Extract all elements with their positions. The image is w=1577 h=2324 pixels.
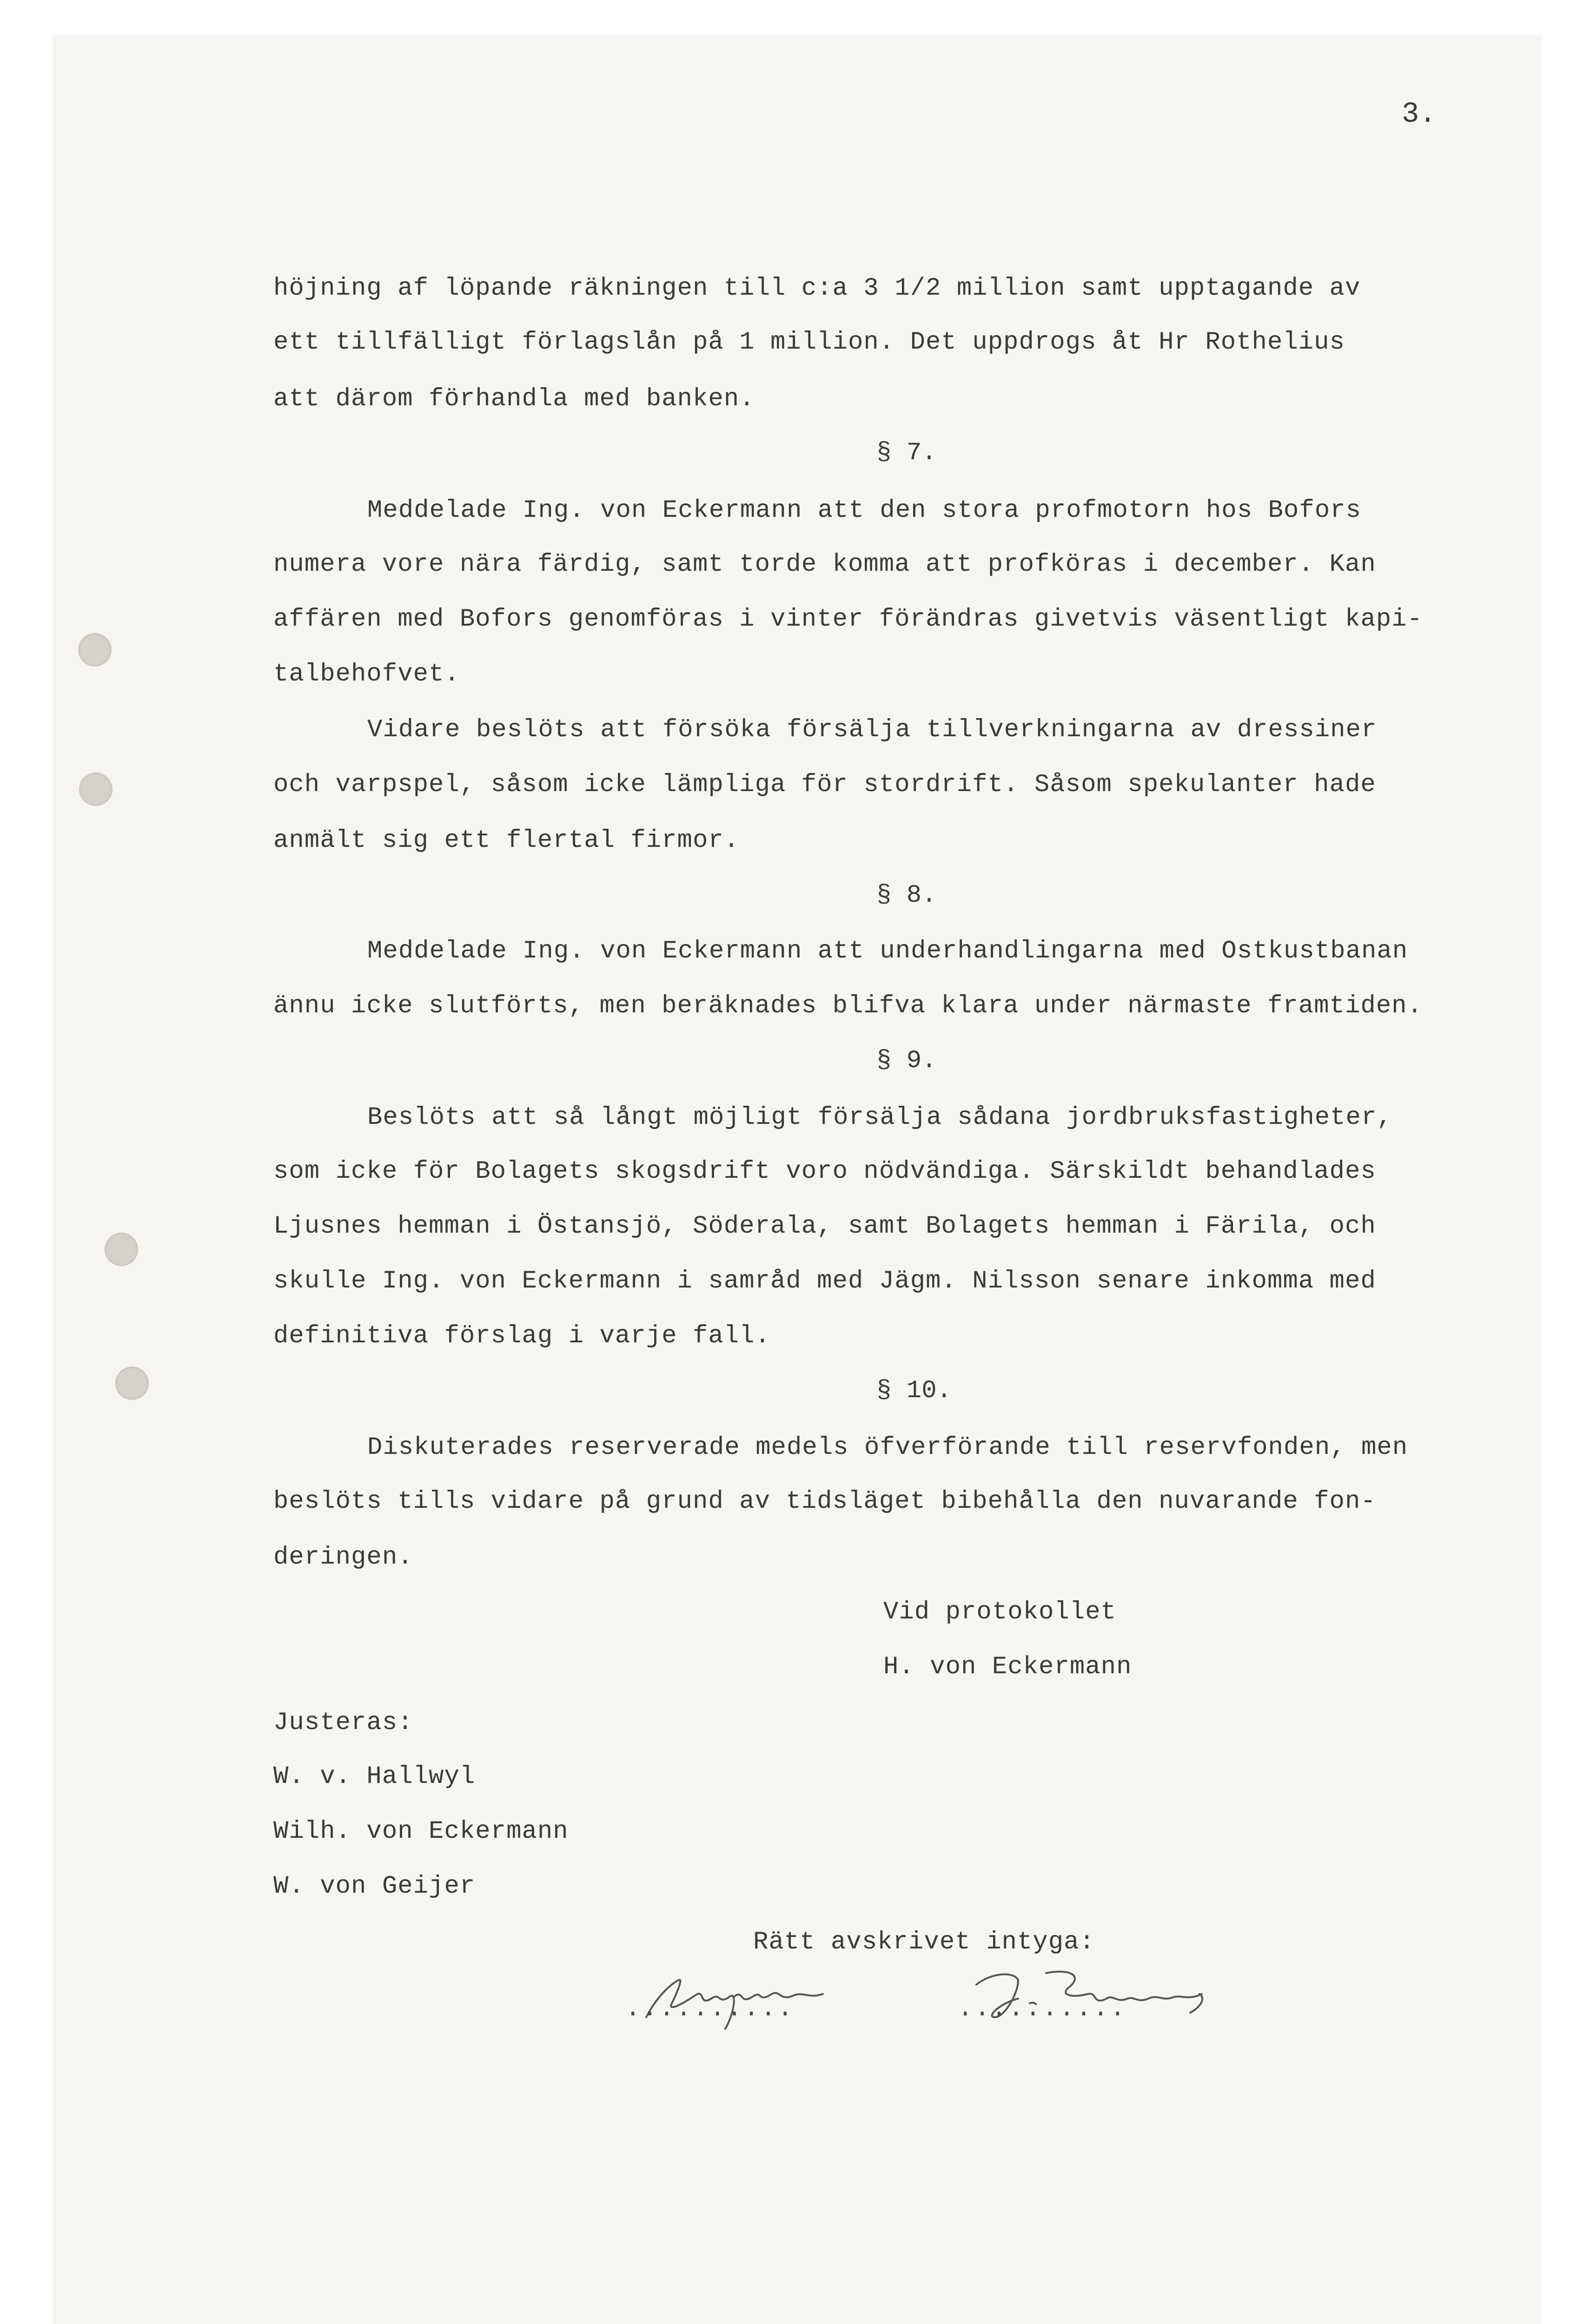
text-line: som icke för Bolagets skogsdrift voro nödvändiga. Särskildt behandlades bbox=[273, 1157, 1376, 1186]
text-line: och varpspel, såsom icke lämpliga för stordrift. Såsom spekulanter hade bbox=[273, 771, 1376, 799]
text-line: Vidare beslöts att försöka försälja tillverkningarna av dressiner bbox=[367, 716, 1377, 744]
text-line: ännu icke slutförts, men beräknades blifva klara under närmaste framtiden. bbox=[273, 992, 1423, 1020]
text-line: ett tillfälligt förlagslån på 1 million. Det uppdrogs åt Hr Rothelius bbox=[273, 328, 1345, 357]
text-line: deringen. bbox=[273, 1543, 413, 1571]
text-line: Meddelade Ing. von Eckermann att underhandlingarna med Ostkustbanan bbox=[367, 937, 1408, 965]
justeras-name: W. von Geijer bbox=[273, 1872, 476, 1901]
text-line: numera vore nära färdig, samt torde komma att profköras i december. Kan bbox=[273, 550, 1376, 579]
text-line: Meddelade Ing. von Eckermann att den stora profmotorn hos Bofors bbox=[367, 496, 1361, 525]
text-line: att därom förhandla med banken. bbox=[273, 385, 755, 413]
section-heading: § 9. bbox=[876, 1047, 937, 1075]
section-heading: § 10. bbox=[876, 1377, 952, 1405]
text-line: Beslöts att så långt möjligt försälja sådana jordbruksfastigheter, bbox=[367, 1103, 1392, 1132]
justeras-name: W. v. Hallwyl bbox=[273, 1763, 476, 1791]
text-line: definitiva förslag i varje fall. bbox=[273, 1322, 770, 1350]
signature-dots: .......... bbox=[958, 1995, 1127, 2023]
protocol-name: H. von Eckermann bbox=[883, 1653, 1132, 1681]
punch-hole bbox=[115, 1367, 149, 1400]
text-line: anmält sig ett flertal firmor. bbox=[273, 826, 740, 855]
section-heading: § 7. bbox=[876, 439, 937, 467]
page-number: 3. bbox=[1402, 98, 1437, 131]
text-line: höjning af löpande räkningen till c:a 3 1/2 million samt upptagande av bbox=[273, 274, 1361, 303]
punch-hole bbox=[79, 772, 113, 806]
certification-label: Rätt avskrivet intyga: bbox=[753, 1928, 1095, 1956]
text-line: beslöts tills vidare på grund av tidsläget bibehålla den nuvarande fon- bbox=[273, 1487, 1376, 1516]
text-line: skulle Ing. von Eckermann i samråd med Jägm. Nilsson senare inkomma med bbox=[273, 1267, 1376, 1295]
justeras-name: Wilh. von Eckermann bbox=[273, 1817, 569, 1846]
text-line: Ljusnes hemman i Östansjö, Söderala, samt Bolagets hemman i Färila, och bbox=[273, 1212, 1376, 1241]
punch-hole bbox=[105, 1233, 138, 1266]
text-line: Diskuterades reserverade medels öfverförande till reservfonden, men bbox=[367, 1433, 1408, 1462]
text-line: affären med Bofors genomföras i vinter förändras givetvis väsentligt kapi- bbox=[273, 605, 1423, 634]
protocol-label: Vid protokollet bbox=[883, 1598, 1117, 1626]
signature-dots: .......... bbox=[625, 1995, 795, 2023]
punch-hole bbox=[78, 633, 112, 667]
justeras-label: Justeras: bbox=[273, 1709, 413, 1737]
text-line: talbehofvet. bbox=[273, 660, 460, 688]
section-heading: § 8. bbox=[876, 881, 937, 910]
